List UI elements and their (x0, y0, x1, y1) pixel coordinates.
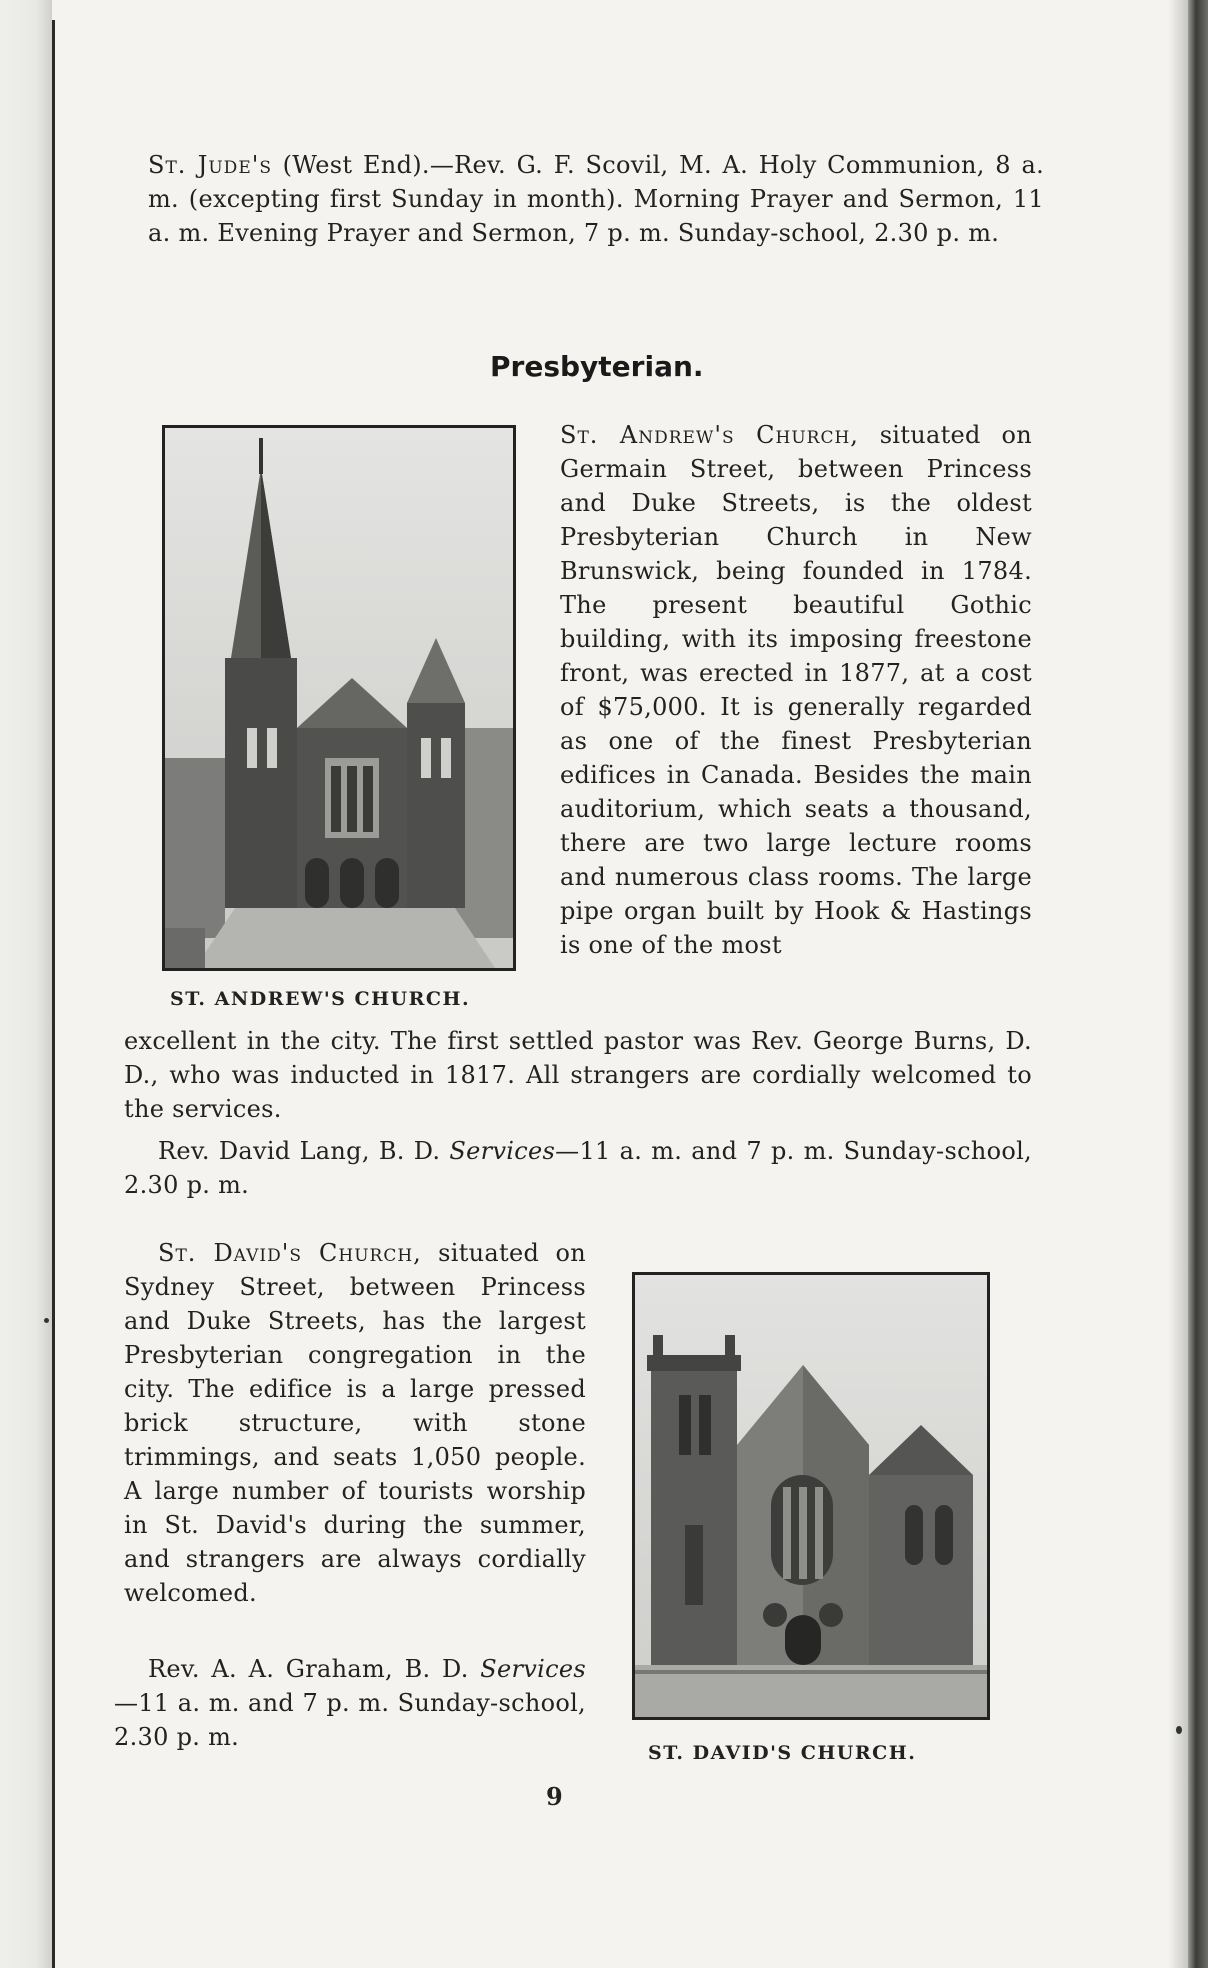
st-andrews-pastor: Rev. David Lang, B. D. (158, 1137, 441, 1165)
st-andrews-paragraph (560, 418, 1032, 962)
ink-speck (44, 1318, 49, 1323)
st-davids-photo (632, 1272, 990, 1720)
st-judes-text: (West End).—Rev. G. F. Scovil, M. A. Holy Communion, 8 a. m. (excepting first Sunday in month). Morning Prayer and Sermon, 11 a. m. Evening Prayer and Sermon, 7 p. m. Sunday-school, 2.30 p. m. (148, 151, 1044, 247)
st-andrews-name: St. Andrew's Church, (560, 421, 859, 449)
st-judes-name: St. Jude's (148, 151, 272, 179)
st-andrews-services-text: —11 a. m. and 7 p. m. Sunday-school, 2.30 p. m. (124, 1137, 1032, 1199)
st-davids-paragraph (124, 1236, 586, 1610)
ink-speck (1176, 1726, 1182, 1734)
st-davids-caption: ST. DAVID'S CHURCH. (648, 1742, 917, 1764)
page-number: 9 (546, 1782, 563, 1811)
st-davids-text: situated on Sydney Street, between Princess and Duke Streets, has the largest Presbyterian congregation in the city. The edifice is a large pressed brick structure, with stone trimmings, and seats 1,050 people. A large number of tourists worship in St. David's during the summer, and strangers are always cordially welcomed. (124, 1239, 586, 1607)
st-davids-pastor: Rev. A. A. Graham, B. D. (148, 1655, 469, 1683)
page-left-margin (0, 0, 52, 1968)
st-andrews-caption: ST. ANDREW'S CHURCH. (170, 988, 471, 1010)
section-heading: Presbyterian. (490, 350, 704, 383)
st-judes-paragraph (148, 148, 1044, 250)
st-davids-services (114, 1652, 586, 1754)
st-andrews-services (124, 1134, 1032, 1202)
st-davids-name: St. David's Church, (158, 1239, 422, 1267)
page-right-shadow (1168, 0, 1188, 1968)
binding-edge-right (1188, 0, 1208, 1968)
binding-edge-line (52, 20, 55, 1968)
st-davids-services-label: Services (480, 1655, 586, 1683)
st-andrews-services-label: Services (449, 1137, 556, 1165)
st-andrews-photo (162, 425, 516, 971)
st-andrews-paragraph-continued: excellent in the city. The first settled pastor was Rev. George Burns, D. D., who was inducted in 1817. All strangers are cordially welcomed to the services. (124, 1027, 1032, 1123)
st-davids-services-text: —11 a. m. and 7 p. m. Sunday-school, 2.30 p. m. (114, 1689, 586, 1751)
st-andrews-text: situated on Germain Street, between Princess and Duke Streets, is the oldest Presbyterian Church in New Brunswick, being founded in 1784. The present beautiful Gothic building, with its imposing freestone front, was erected in 1877, at a cost of $75,000. It is generally regarded as one of the finest Presbyterian edifices in Canada. Besides the main auditorium, which seats a thousand, there are two large lecture rooms and numerous class rooms. The large pipe organ built by Hook & Hastings is one of the most (560, 421, 1032, 959)
